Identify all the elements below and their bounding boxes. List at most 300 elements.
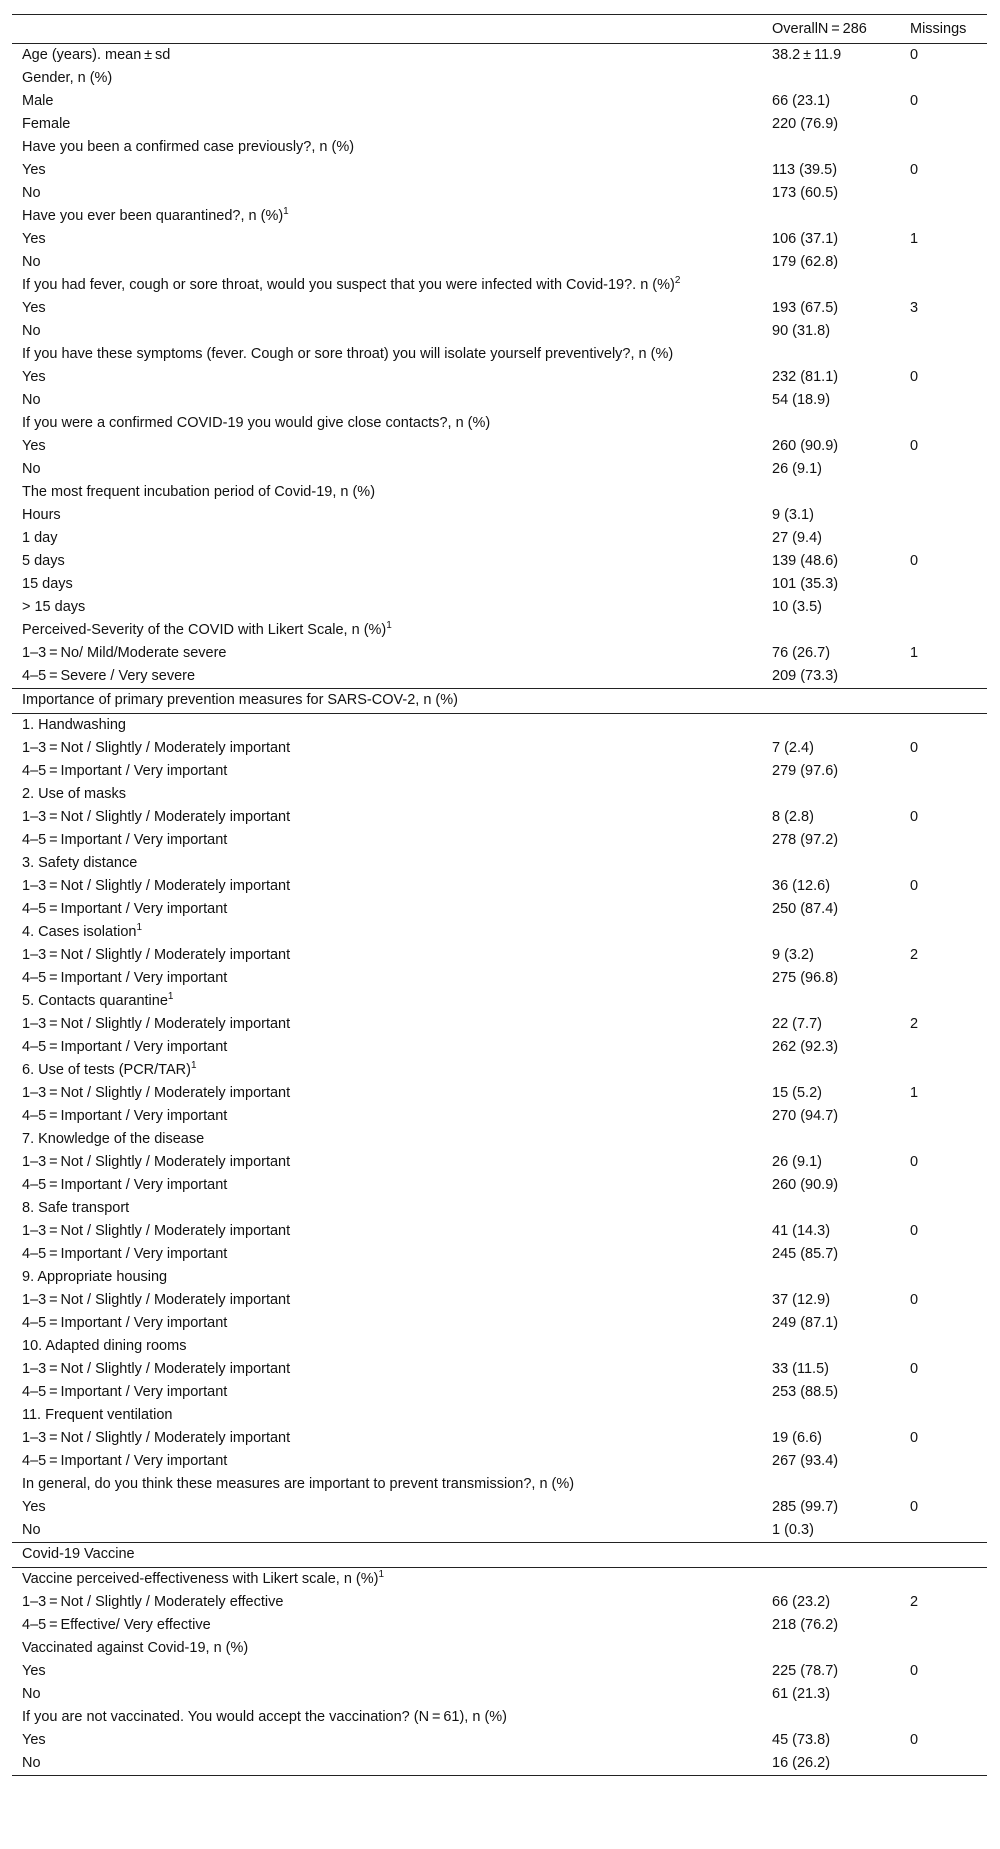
row-label-cell (12, 944, 762, 967)
table-row (12, 1266, 987, 1289)
row-missings-value (900, 665, 987, 689)
table-row (12, 1752, 987, 1776)
table-row (12, 619, 987, 642)
row-label: Female (22, 116, 71, 132)
footnote-marker: 1 (283, 206, 289, 217)
row-missings-value (900, 1243, 987, 1266)
row-label-cell (12, 1036, 762, 1059)
table-row (12, 1059, 987, 1082)
row-overall-value (762, 343, 900, 366)
table-row (12, 1082, 987, 1105)
row-overall-value: 101 (35.3) (772, 576, 839, 592)
row-missings-value (900, 274, 987, 297)
row-missings-value (900, 1128, 987, 1151)
row-missings-value (900, 967, 987, 990)
header-row (12, 15, 987, 44)
row-label-cell (12, 875, 762, 898)
row-missings-value: 0 (910, 1154, 919, 1170)
table-row (12, 1013, 987, 1036)
row-label-cell (12, 1335, 762, 1358)
row-overall-value: 66 (23.2) (772, 1594, 831, 1610)
table-row (12, 159, 987, 182)
table-row (12, 113, 987, 136)
row-label-cell (12, 481, 762, 504)
row-overall-value (762, 1473, 900, 1496)
row-missings-value (900, 990, 987, 1013)
row-missings-value (900, 829, 987, 852)
row-overall-value (762, 481, 900, 504)
row-label: No (22, 1522, 41, 1538)
row-missings-value (900, 389, 987, 412)
row-missings-value: 0 (910, 1430, 919, 1446)
row-label: 11. Frequent ventilation (22, 1407, 173, 1423)
row-label: 3. Safety distance (22, 855, 138, 871)
row-missings-value (900, 1197, 987, 1220)
table-row (12, 1450, 987, 1473)
table-row (12, 366, 987, 389)
table-row (12, 67, 987, 90)
row-label-cell (12, 619, 762, 642)
row-overall-value: 27 (9.4) (772, 530, 822, 546)
row-label-cell (12, 1381, 762, 1404)
row-missings-value (900, 205, 987, 228)
row-label: Yes (22, 1732, 46, 1748)
row-missings-value (900, 412, 987, 435)
row-label: > 15 days (22, 599, 86, 615)
row-label: If you have these symptoms (fever. Cough or sore throat) you will isolate yourself preventively?, n (%) (22, 346, 674, 362)
row-label: The most frequent incubation period of Covid-19, n (%) (22, 484, 376, 500)
row-overall-value: 260 (90.9) (772, 1177, 839, 1193)
table-row (12, 274, 987, 297)
row-missings-value (900, 1036, 987, 1059)
row-overall-value (762, 1637, 900, 1660)
row-label-cell (12, 1706, 762, 1729)
row-label-cell (12, 205, 762, 228)
table-row (12, 944, 987, 967)
table-row (12, 136, 987, 159)
section-header-row (12, 689, 987, 714)
table-row (12, 921, 987, 944)
table-row (12, 90, 987, 113)
row-overall-value: 19 (6.6) (772, 1430, 822, 1446)
row-missings-value (900, 481, 987, 504)
table-row (12, 852, 987, 875)
table-row (12, 481, 987, 504)
row-label: Male (22, 93, 54, 109)
table-row (12, 182, 987, 205)
row-overall-value: 179 (62.8) (772, 254, 839, 270)
table-row (12, 320, 987, 343)
footnote-marker: 1 (378, 1569, 385, 1580)
row-overall-value: 61 (21.3) (772, 1686, 831, 1702)
row-missings-value (900, 458, 987, 481)
row-label: 1 day (22, 530, 58, 546)
row-label-cell (12, 829, 762, 852)
table-row (12, 783, 987, 806)
row-label-cell (12, 1473, 762, 1496)
row-label-cell (12, 67, 762, 90)
row-overall-value (762, 274, 900, 297)
row-label-cell (12, 1404, 762, 1427)
row-missings-value (900, 1568, 987, 1592)
row-label-cell (12, 1174, 762, 1197)
row-label: 1–3 = Not / Slightly / Moderately important (22, 1223, 291, 1239)
row-label: No (22, 461, 41, 477)
row-label: 4–5 = Important / Very important (22, 832, 228, 848)
row-label-cell (12, 714, 762, 738)
row-label-cell (12, 1220, 762, 1243)
table-row (12, 1706, 987, 1729)
table-row (12, 990, 987, 1013)
row-overall-value: 218 (76.2) (772, 1617, 839, 1633)
row-missings-value (900, 898, 987, 921)
row-label-cell (12, 1427, 762, 1450)
row-label: 4–5 = Important / Very important (22, 1315, 228, 1331)
table-row (12, 829, 987, 852)
row-overall-value: 267 (93.4) (772, 1453, 839, 1469)
row-missings-value: 0 (910, 1663, 919, 1679)
row-label-cell (12, 1637, 762, 1660)
row-label-cell (12, 1683, 762, 1706)
table-row (12, 1036, 987, 1059)
row-missings-value (900, 760, 987, 783)
row-label-cell (12, 412, 762, 435)
row-label-cell (12, 136, 762, 159)
row-overall-value (762, 619, 900, 642)
row-overall-value: 249 (87.1) (772, 1315, 839, 1331)
table-row (12, 573, 987, 596)
row-overall-value: 37 (12.9) (772, 1292, 831, 1308)
row-label: 1–3 = Not / Slightly / Moderately important (22, 878, 291, 894)
row-overall-value (762, 714, 900, 738)
row-label: 4–5 = Effective/ Very effective (22, 1617, 211, 1633)
row-overall-value: 262 (92.3) (772, 1039, 839, 1055)
row-overall-value: 8 (2.8) (772, 809, 814, 825)
table-row (12, 1105, 987, 1128)
row-missings-value (900, 573, 987, 596)
row-label-cell (12, 1519, 762, 1543)
row-missings-value (900, 182, 987, 205)
row-overall-value: 7 (2.4) (772, 740, 814, 756)
row-label: 1–3 = Not / Slightly / Moderately important (22, 1292, 291, 1308)
row-label-cell (12, 760, 762, 783)
row-label: 5. Contacts quarantine (22, 993, 168, 1009)
row-label-cell (12, 1358, 762, 1381)
row-missings-value (900, 1335, 987, 1358)
row-label: 4–5 = Important / Very important (22, 1453, 228, 1469)
row-missings-value: 0 (910, 47, 919, 63)
row-label-cell (12, 642, 762, 665)
row-overall-value: 285 (99.7) (772, 1499, 839, 1515)
table-row (12, 228, 987, 251)
row-overall-value (762, 1059, 900, 1082)
row-overall-value: 209 (73.3) (772, 668, 839, 684)
row-label-cell (12, 366, 762, 389)
row-missings-value: 0 (910, 1361, 919, 1377)
row-missings-value: 1 (910, 231, 919, 247)
row-overall-value (762, 67, 900, 90)
row-overall-value: 173 (60.5) (772, 185, 839, 201)
row-label: No (22, 185, 41, 201)
row-label: 1–3 = Not / Slightly / Moderately important (22, 809, 291, 825)
row-overall-value: 139 (48.6) (772, 553, 839, 569)
table-row (12, 806, 987, 829)
table-row (12, 967, 987, 990)
row-label: If you were a confirmed COVID-19 you would give close contacts?, n (%) (22, 415, 491, 431)
row-label: 7. Knowledge of the disease (22, 1131, 205, 1147)
row-missings-value (900, 714, 987, 738)
row-overall-value: 38.2 ± 11.9 (772, 47, 842, 63)
row-overall-value: 225 (78.7) (772, 1663, 839, 1679)
table-row (12, 1197, 987, 1220)
table-row (12, 1289, 987, 1312)
table-row (12, 1243, 987, 1266)
row-overall-value (762, 990, 900, 1013)
row-label: No (22, 1686, 41, 1702)
row-label: 2. Use of masks (22, 786, 126, 802)
row-label: 1–3 = Not / Slightly / Moderately important (22, 1361, 291, 1377)
row-missings-value (900, 1312, 987, 1335)
row-missings-value: 2 (910, 1594, 919, 1610)
row-overall-value: 106 (37.1) (772, 231, 839, 247)
table-row (12, 412, 987, 435)
row-overall-value (762, 1568, 900, 1592)
table-row (12, 1614, 987, 1637)
row-overall-value (762, 412, 900, 435)
row-label: Vaccine perceived-effectiveness with Likert scale, n (%) (22, 1571, 379, 1587)
row-label: If you are not vaccinated. You would accept the vaccination? (N = 61), n (%) (22, 1709, 507, 1725)
table-row (12, 389, 987, 412)
row-label: 4–5 = Important / Very important (22, 1246, 228, 1262)
row-label-cell (12, 504, 762, 527)
row-label-cell (12, 573, 762, 596)
row-label: Gender, n (%) (22, 70, 113, 86)
row-label-cell (12, 1614, 762, 1637)
row-missings-value: 0 (910, 809, 919, 825)
row-overall-value: 253 (88.5) (772, 1384, 839, 1400)
row-missings-value (900, 343, 987, 366)
row-overall-value: 76 (26.7) (772, 645, 831, 661)
row-label: Yes (22, 369, 46, 385)
table-row (12, 1519, 987, 1543)
row-label: 10. Adapted dining rooms (22, 1338, 187, 1354)
row-label-cell (12, 343, 762, 366)
header-overall-cell: OverallN = 286 (772, 21, 867, 37)
row-label-cell (12, 1266, 762, 1289)
row-label: 4. Cases isolation (22, 924, 137, 940)
row-label-cell (12, 1312, 762, 1335)
table-row (12, 665, 987, 689)
table-row (12, 1128, 987, 1151)
row-label-cell (12, 251, 762, 274)
footnote-marker: 1 (136, 922, 143, 933)
row-missings-value: 0 (910, 740, 919, 756)
row-missings-value (900, 136, 987, 159)
table-row (12, 714, 987, 738)
row-overall-value: 193 (67.5) (772, 300, 839, 316)
row-label: 4–5 = Important / Very important (22, 763, 228, 779)
table-row (12, 1660, 987, 1683)
row-missings-value: 1 (910, 645, 919, 661)
row-missings-value: 0 (910, 878, 919, 894)
row-label: No (22, 254, 41, 270)
row-label: 1–3 = Not / Slightly / Moderately important (22, 740, 291, 756)
row-overall-value (762, 1266, 900, 1289)
row-label: 1–3 = Not / Slightly / Moderately important (22, 1430, 291, 1446)
row-missings-value (900, 1683, 987, 1706)
results-table-container (12, 14, 987, 1776)
table-row (12, 1381, 987, 1404)
row-missings-value (900, 596, 987, 619)
row-overall-value (762, 783, 900, 806)
row-missings-value (900, 1059, 987, 1082)
row-missings-value (900, 1404, 987, 1427)
row-overall-value: 270 (94.7) (772, 1108, 839, 1124)
table-row (12, 1729, 987, 1752)
row-overall-value (762, 1197, 900, 1220)
row-overall-value (762, 1404, 900, 1427)
row-missings-value (900, 504, 987, 527)
row-label-cell (12, 550, 762, 573)
row-missings-value: 0 (910, 93, 919, 109)
row-missings-value (900, 67, 987, 90)
table-row (12, 1591, 987, 1614)
table-row (12, 875, 987, 898)
table-row (12, 504, 987, 527)
row-overall-value: 54 (18.9) (772, 392, 831, 408)
row-overall-value: 9 (3.2) (772, 947, 814, 963)
row-overall-value: 279 (97.6) (772, 763, 839, 779)
row-missings-value: 0 (910, 553, 919, 569)
row-label-cell (12, 297, 762, 320)
row-label: 1–3 = Not / Slightly / Moderately important (22, 947, 291, 963)
row-label: 4–5 = Severe / Very severe (22, 668, 196, 684)
table-row (12, 596, 987, 619)
row-missings-value (900, 113, 987, 136)
row-label: 4–5 = Important / Very important (22, 1177, 228, 1193)
row-label: 1–3 = Not / Slightly / Moderately effective (22, 1594, 284, 1610)
row-label-cell (12, 806, 762, 829)
row-label: 1–3 = Not / Slightly / Moderately important (22, 1085, 291, 1101)
table-row (12, 550, 987, 573)
row-label-cell (12, 1660, 762, 1683)
row-missings-value: 0 (910, 438, 919, 454)
row-label: Yes (22, 438, 46, 454)
table-row (12, 343, 987, 366)
row-missings-value: 0 (910, 162, 919, 178)
row-label-cell (12, 898, 762, 921)
row-label-cell (12, 783, 762, 806)
row-overall-value: 15 (5.2) (772, 1085, 822, 1101)
row-label: Vaccinated against Covid-19, n (%) (22, 1640, 249, 1656)
row-missings-value: 0 (910, 1732, 919, 1748)
row-label: 1–3 = Not / Slightly / Moderately important (22, 1016, 291, 1032)
table-row (12, 1151, 987, 1174)
table-row (12, 1637, 987, 1660)
row-missings-value (900, 1752, 987, 1776)
row-missings-value: 0 (910, 1292, 919, 1308)
table-row (12, 44, 987, 68)
row-label: Hours (22, 507, 61, 523)
row-label: In general, do you think these measures are important to prevent transmission?, n (%) (22, 1476, 575, 1492)
row-overall-value: 45 (73.8) (772, 1732, 831, 1748)
row-label-cell (12, 435, 762, 458)
table-row (12, 1404, 987, 1427)
row-label-cell (12, 990, 762, 1013)
row-label-cell (12, 274, 762, 297)
results-table (12, 14, 987, 1776)
table-row (12, 1312, 987, 1335)
row-label: 4–5 = Important / Very important (22, 1384, 228, 1400)
row-label: 15 days (22, 576, 73, 592)
section-header-row (12, 1543, 987, 1568)
row-label-cell (12, 1752, 762, 1776)
row-missings-value (900, 619, 987, 642)
footnote-marker: 1 (386, 620, 392, 631)
row-missings-value (900, 1614, 987, 1637)
row-overall-value: 250 (87.4) (772, 901, 839, 917)
table-row (12, 458, 987, 481)
header-missings-cell: Missings (910, 21, 967, 37)
row-overall-value (762, 852, 900, 875)
row-overall-value: 90 (31.8) (772, 323, 831, 339)
row-label: 1. Handwashing (22, 717, 126, 733)
row-missings-value (900, 1519, 987, 1543)
table-row (12, 297, 987, 320)
row-label: Yes (22, 162, 46, 178)
row-overall-value: 220 (76.9) (772, 116, 839, 132)
row-label: 9. Appropriate housing (22, 1269, 168, 1285)
row-label-cell (12, 1450, 762, 1473)
row-overall-value (762, 1128, 900, 1151)
row-label: Perceived-Severity of the COVID with Likert Scale, n (%) (22, 622, 387, 638)
row-label: No (22, 323, 41, 339)
row-overall-value: 10 (3.5) (772, 599, 822, 615)
row-label: 4–5 = Important / Very important (22, 901, 228, 917)
row-missings-value (900, 251, 987, 274)
row-missings-value (900, 1706, 987, 1729)
row-overall-value: 33 (11.5) (772, 1361, 829, 1377)
row-label-cell (12, 921, 762, 944)
row-overall-value (762, 205, 900, 228)
row-missings-value: 2 (910, 947, 919, 963)
row-label-cell (12, 113, 762, 136)
row-overall-value: 278 (97.2) (772, 832, 839, 848)
row-missings-value (900, 1105, 987, 1128)
row-label: 4–5 = Important / Very important (22, 1108, 228, 1124)
row-label: 1–3 = No/ Mild/Moderate severe (22, 645, 227, 661)
footnote-marker: 2 (674, 275, 681, 286)
row-label-cell (12, 596, 762, 619)
row-overall-value (762, 1706, 900, 1729)
row-label-cell (12, 852, 762, 875)
row-label: Yes (22, 1499, 46, 1515)
row-label-cell (12, 1128, 762, 1151)
row-label: 4–5 = Important / Very important (22, 970, 228, 986)
row-overall-value: 9 (3.1) (772, 507, 814, 523)
row-label: If you had fever, cough or sore throat, would you suspect that you were infected with Covid-19?. n (%) (22, 277, 675, 293)
row-overall-value: 26 (9.1) (772, 1154, 822, 1170)
row-missings-value: 3 (910, 300, 919, 316)
row-label: Age (years). mean ± sd (22, 47, 171, 63)
header-label-cell (12, 15, 762, 44)
row-label: 5 days (22, 553, 65, 569)
row-missings-value (900, 1473, 987, 1496)
table-row (12, 1427, 987, 1450)
row-missings-value (900, 1266, 987, 1289)
row-label-cell (12, 967, 762, 990)
row-label-cell (12, 228, 762, 251)
